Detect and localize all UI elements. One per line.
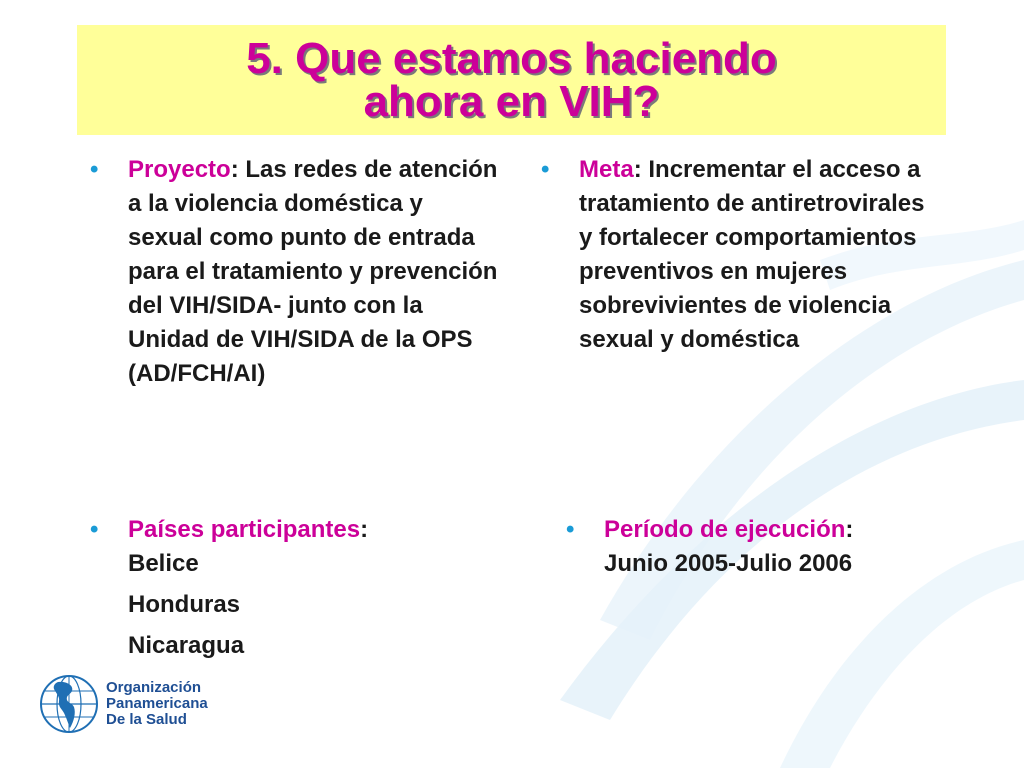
globe-americas-icon xyxy=(38,673,100,735)
left-column xyxy=(90,153,500,391)
paises-separator: : xyxy=(360,516,369,543)
periodo-label: Período de ejecución xyxy=(604,516,846,543)
proyecto-separator: : xyxy=(230,156,246,183)
periodo-text: Junio 2005-Julio 2006 xyxy=(604,550,853,577)
meta-label: Meta xyxy=(579,156,634,183)
bullet-icon: • xyxy=(566,516,575,543)
slide-title-line-2: ahora en VIH? xyxy=(363,77,660,126)
logo-line-3: De la Salud xyxy=(106,711,187,728)
ops-logo xyxy=(38,673,208,735)
meta-text: Incrementar el acceso a tratamiento de antiretrovirales y fortalecer comportamientos preventivos en mujeres sobrevivientes de violencia sexual y doméstica xyxy=(579,156,925,353)
right-column xyxy=(541,153,931,357)
proyecto-label: Proyecto xyxy=(128,156,231,183)
logo-line-2: Panamericana xyxy=(106,695,208,712)
bullet-icon: • xyxy=(90,516,99,543)
bullet-paises xyxy=(90,513,500,663)
periodo-separator: : xyxy=(845,516,854,543)
left-column-countries xyxy=(90,513,500,663)
bullet-meta xyxy=(541,153,931,357)
country-honduras: Honduras xyxy=(128,591,241,618)
bullet-periodo xyxy=(566,513,956,581)
slide-title-line-1: 5. Que estamos haciendo xyxy=(246,34,777,83)
right-column-periodo xyxy=(566,513,956,581)
bullet-proyecto xyxy=(90,153,500,391)
proyecto-text: Las redes de atención a la violencia doméstica y sexual como punto de entrada para el tratamiento y prevención del VIH/SIDA- junto con la Unidad de VIH/SIDA de la OPS (AD/FCH/AI) xyxy=(128,156,498,387)
bullet-icon: • xyxy=(541,156,550,183)
title-banner xyxy=(77,25,946,135)
country-nicaragua: Nicaragua xyxy=(128,632,245,659)
meta-separator: : xyxy=(633,156,649,183)
bullet-icon: • xyxy=(90,156,99,183)
paises-label: Países participantes xyxy=(128,516,361,543)
ops-logo-text xyxy=(106,680,208,728)
logo-line-1: Organización xyxy=(106,679,202,696)
country-belice: Belice xyxy=(128,550,199,577)
